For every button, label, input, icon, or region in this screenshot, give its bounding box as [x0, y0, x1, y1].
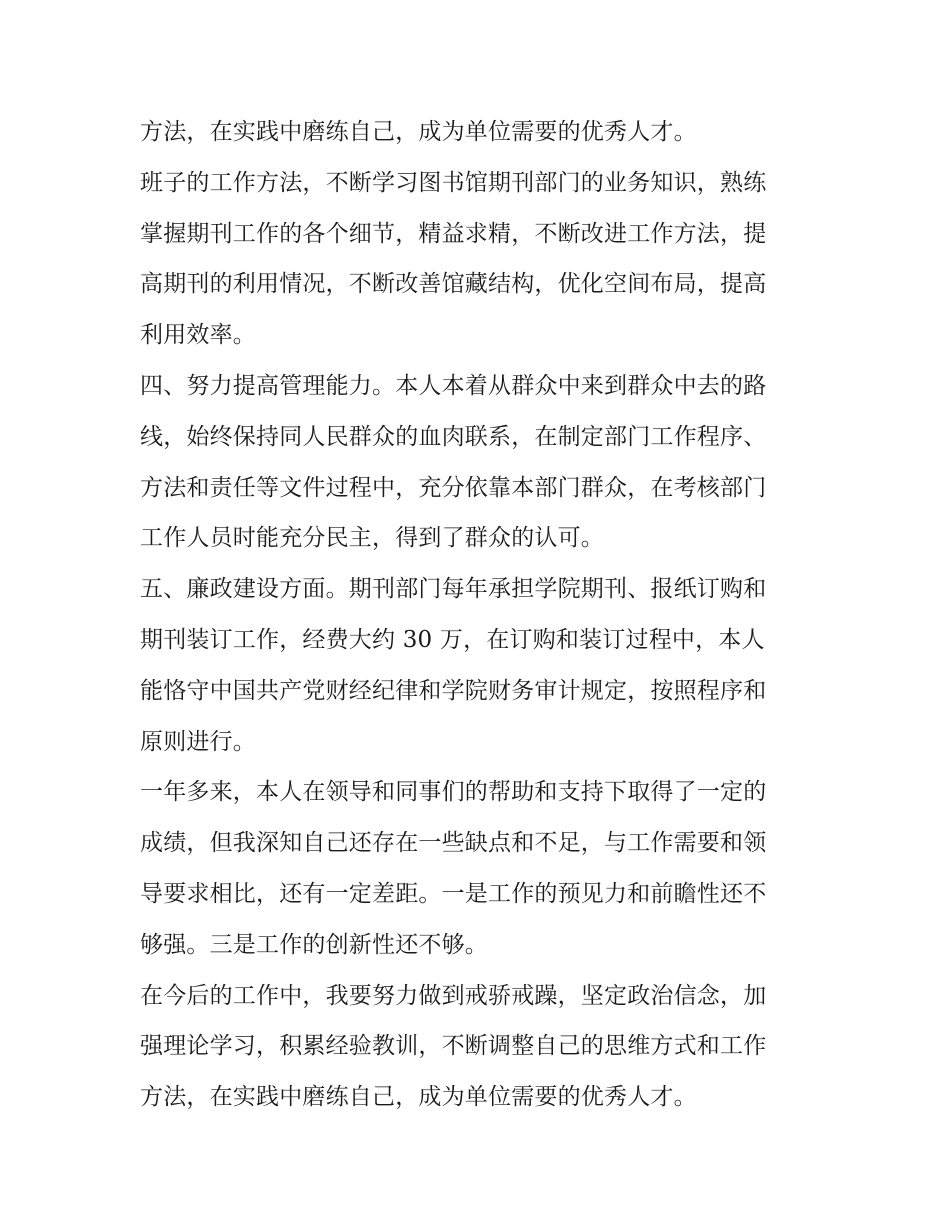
text-line: 班子的工作方法，不断学习图书馆期刊部门的业务知识，熟练 — [140, 169, 767, 196]
text-line: 工作人员时能充分民主，得到了群众的认可。 — [140, 525, 604, 552]
text-line: 利用效率。 — [140, 322, 256, 349]
text-line: 成绩，但我深知自己还存在一些缺点和不足，与工作需要和领 — [140, 830, 767, 857]
text-line: 方法，在实践中磨练自己，成为单位需要的优秀人才。 — [140, 1084, 697, 1111]
text-line: 期刊装订工作，经费大约 30 万，在订购和装订过程中，本人 — [140, 626, 765, 653]
text-line: 高期刊的利用情况，不断改善馆藏结构，优化空间布局，提高 — [140, 271, 767, 298]
text-line: 一年多来，本人在领导和同事们的帮助和支持下取得了一定的 — [140, 779, 767, 806]
paragraph-5 — [140, 767, 812, 970]
text-line: 五、廉政建设方面。期刊部门每年承担学院期刊、报纸订购和 — [140, 576, 767, 603]
paragraph-4 — [140, 564, 812, 767]
text-line: 在今后的工作中，我要努力做到戒骄戒躁，坚定政治信念，加 — [140, 982, 767, 1009]
paragraph-3 — [140, 361, 812, 564]
text-line: 原则进行。 — [140, 728, 256, 755]
text-line: 线，始终保持同人民群众的血肉联系，在制定部门工作程序、 — [140, 423, 767, 450]
document-body — [140, 107, 812, 1123]
paragraph-1 — [140, 107, 812, 158]
text-line: 方法，在实践中磨练自己，成为单位需要的优秀人才。 — [140, 119, 697, 145]
text-line: 能恪守中国共产党财经纪律和学院财务审计规定，按照程序和 — [140, 677, 767, 704]
paragraph-6 — [140, 971, 812, 1123]
text-line: 四、努力提高管理能力。本人本着从群众中来到群众中去的路 — [140, 372, 767, 399]
text-line: 方法和责任等文件过程中，充分依靠本部门群众，在考核部门 — [140, 474, 767, 501]
paragraph-2 — [140, 158, 812, 361]
text-line: 强理论学习，积累经验教训，不断调整自己的思维方式和工作 — [140, 1033, 767, 1060]
text-line: 掌握期刊工作的各个细节，精益求精，不断改进工作方法，提 — [140, 220, 767, 247]
text-line: 导要求相比，还有一定差距。一是工作的预见力和前瞻性还不 — [140, 880, 767, 907]
text-line: 够强。三是工作的创新性还不够。 — [140, 931, 488, 958]
